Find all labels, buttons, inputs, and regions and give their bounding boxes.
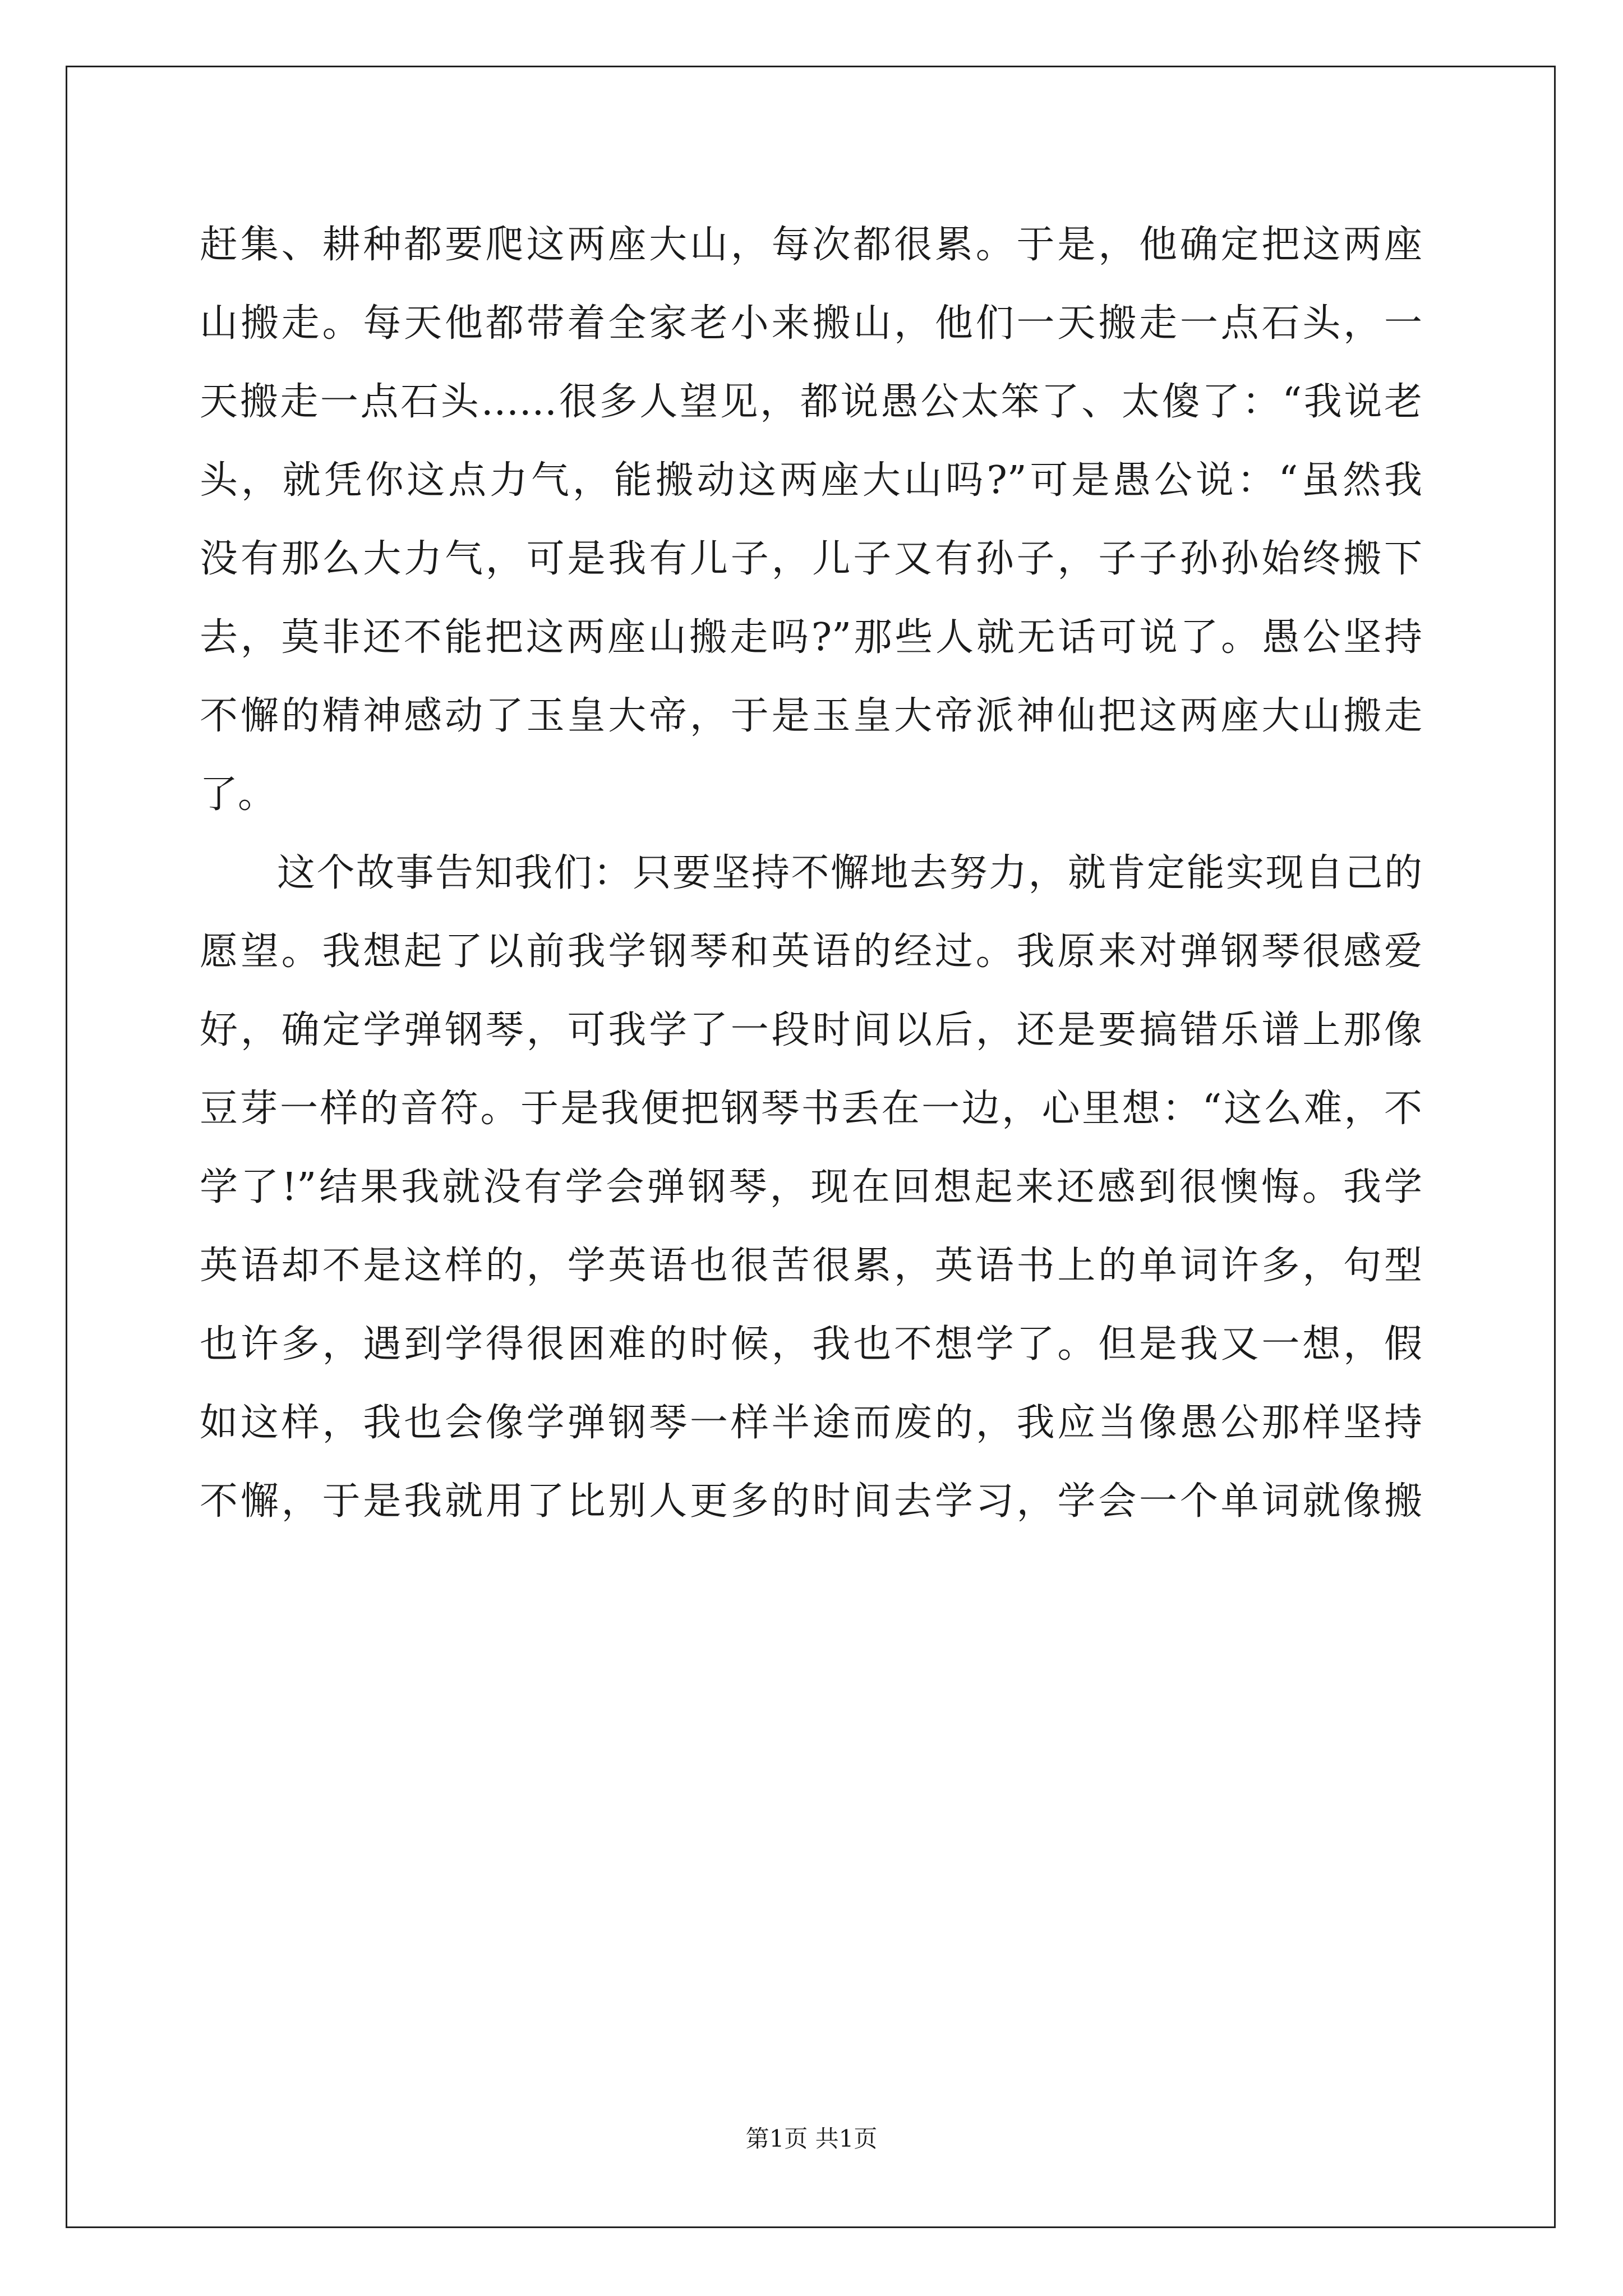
text-line: 愿望。我想起了以前我学钢琴和英语的经过。我原来对弹钢琴很感爱 [200, 930, 1422, 974]
page-footer: 第1页 共1页 [745, 2125, 878, 2152]
text-line: 头，就凭你这点力气，能搬动这两座大山吗?”可是愚公说：“虽然我 [200, 458, 1422, 503]
text-line: 不懈的精神感动了玉皇大帝，于是玉皇大帝派神仙把这两座大山搬走 [200, 694, 1422, 738]
text-line: 英语却不是这样的，学英语也很苦很累，英语书上的单词许多，句型 [200, 1244, 1422, 1288]
text-line: 了。 [200, 772, 276, 817]
text-line: 没有那么大力气，可是我有儿子，儿子又有孙子，子子孙孙始终搬下 [200, 537, 1422, 581]
text-line: 山搬走。每天他都带着全家老小来搬山，他们一天搬走一点石头，一 [200, 301, 1422, 346]
text-line: 赶集、耕种都要爬这两座大山，每次都很累。于是，他确定把这两座 [200, 223, 1422, 267]
paragraph-start-line: 这个故事告知我们：只要坚持不懈地去努力，就肯定能实现自己的 [277, 851, 1422, 895]
text-line: 学了!”结果我就没有学会弹钢琴，现在回想起来还感到很懊悔。我学 [200, 1165, 1422, 1209]
text-line: 如这样，我也会像学弹钢琴一样半途而废的，我应当像愚公那样坚持 [200, 1401, 1422, 1445]
text-line: 去，莫非还不能把这两座山搬走吗?”那些人就无话可说了。愚公坚持 [200, 615, 1422, 660]
text-line: 豆芽一样的音符。于是我便把钢琴书丢在一边，心里想：“这么难，不 [200, 1087, 1422, 1131]
text-line: 不懈，于是我就用了比别人更多的时间去学习，学会一个单词就像搬 [200, 1479, 1422, 1524]
text-line: 天搬走一点石头……很多人望见，都说愚公太笨了、太傻了：“我说老 [200, 380, 1422, 424]
text-line: 好，确定学弹钢琴，可我学了一段时间以后，还是要搞错乐谱上那像 [200, 1008, 1422, 1052]
text-line: 也许多，遇到学得很困难的时候，我也不想学了。但是我又一想，假 [200, 1322, 1422, 1366]
